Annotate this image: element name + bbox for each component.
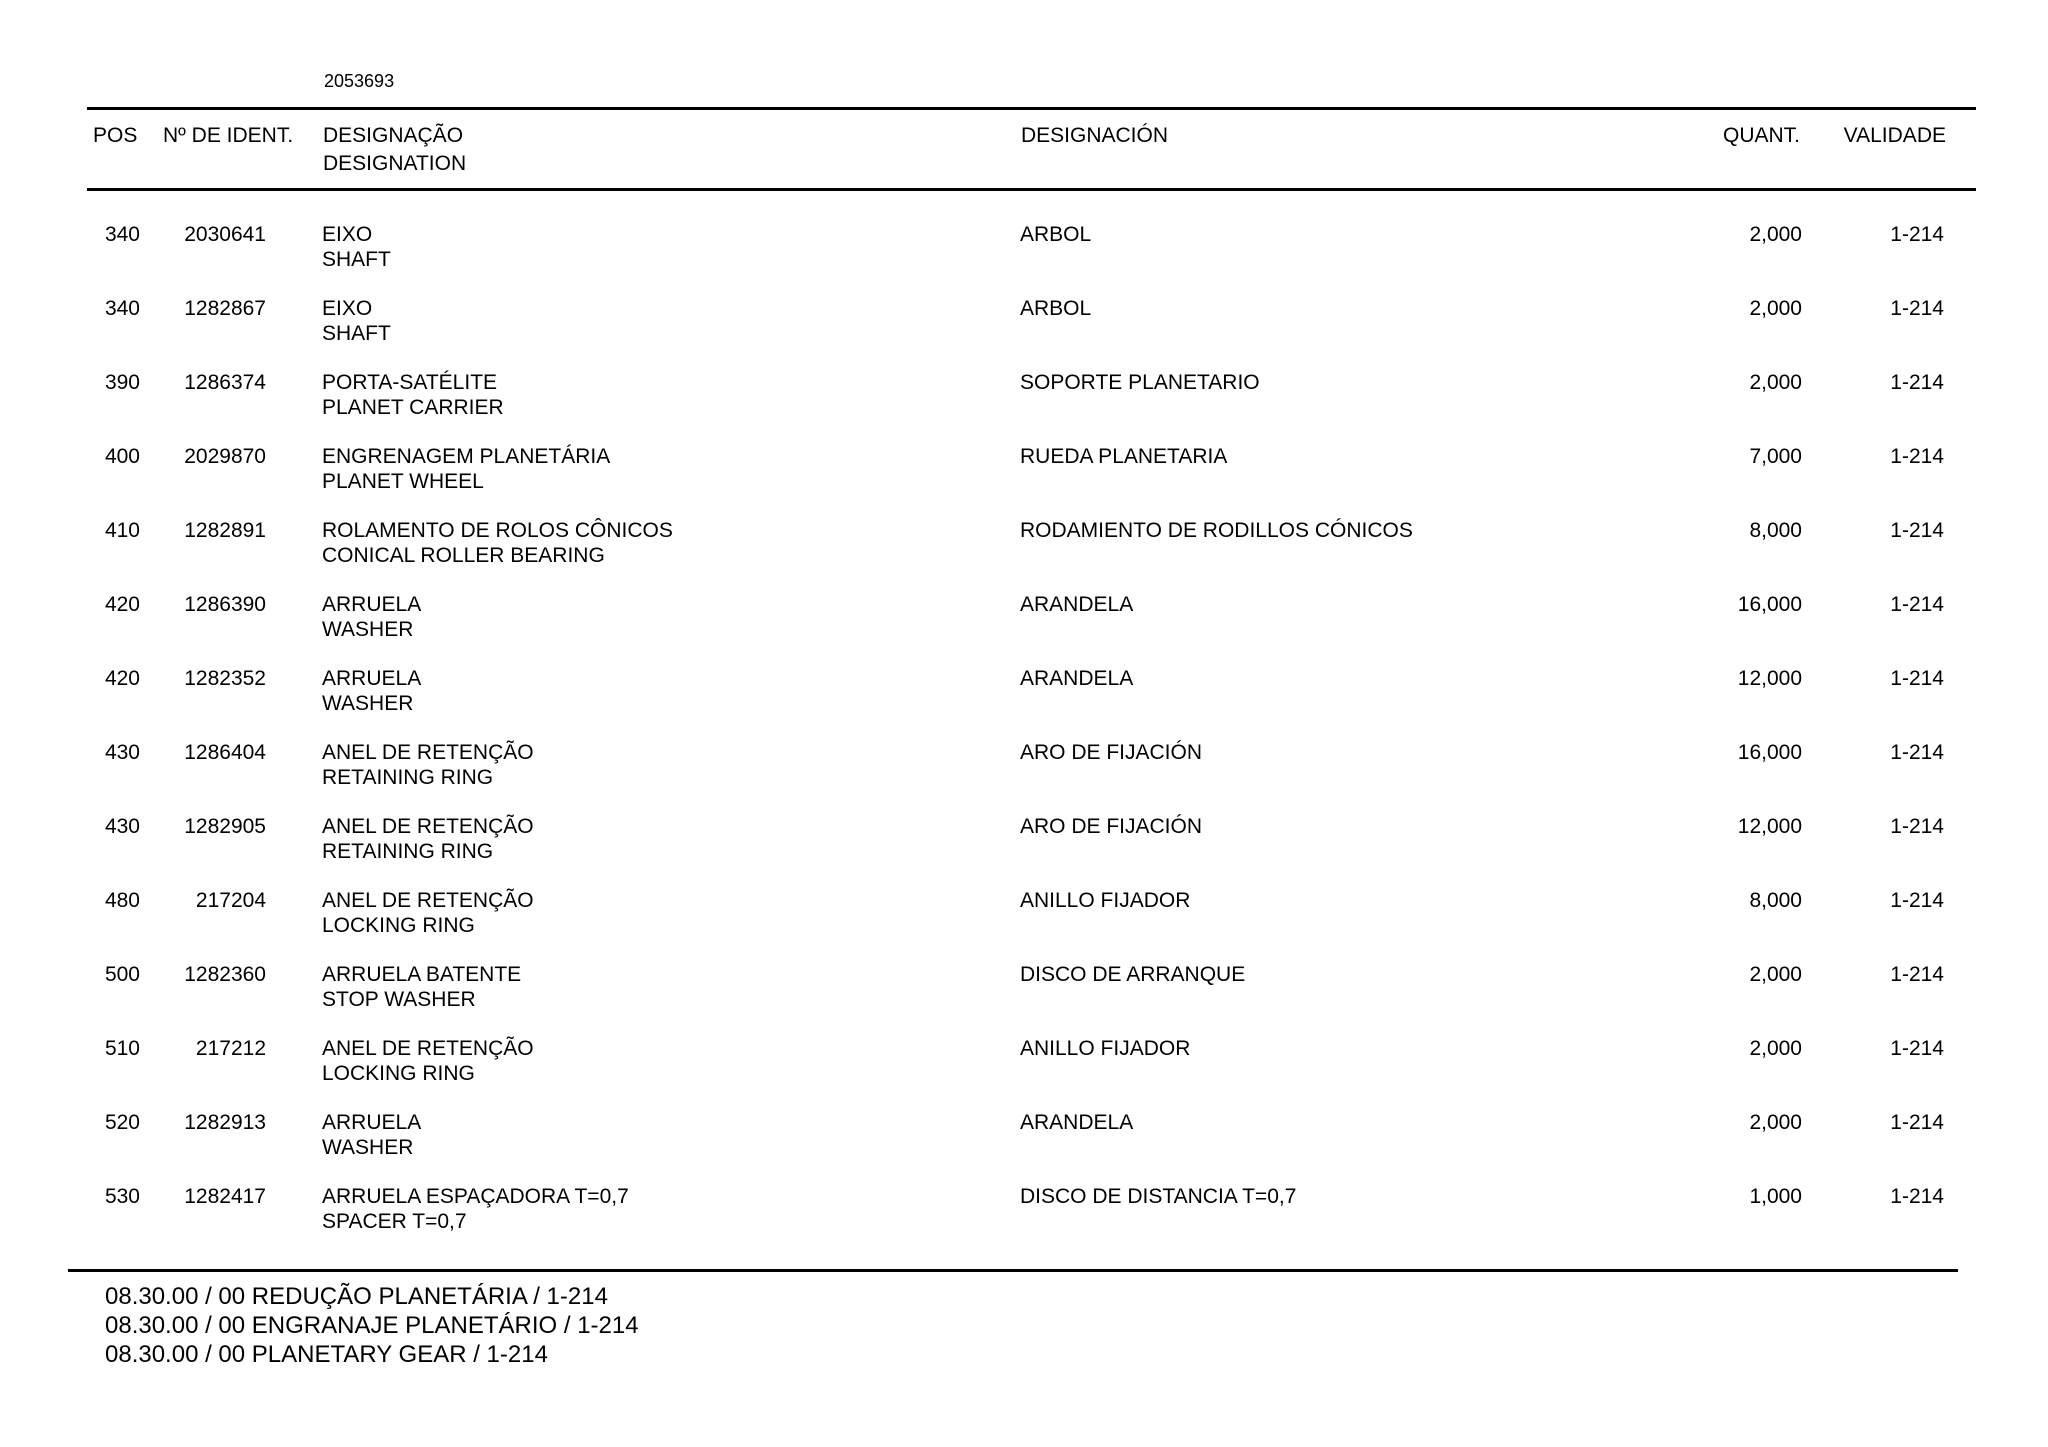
header-designation [323,122,466,178]
cell-designation [322,962,521,1012]
cell-quantity: 2,000 [1749,963,1802,986]
assembly-footer [105,1282,639,1369]
cell-quantity: 2,000 [1749,223,1802,246]
header-designation-pt: DESIGNAÇÃO [323,124,464,147]
cell-designation [322,888,534,938]
header-rule [87,188,1976,191]
cell-designation-es: ARBOL [1020,223,1092,246]
table-row [0,222,2048,296]
cell-designation-es: ARO DE FIJACIÓN [1020,815,1203,838]
table-row [0,888,2048,962]
cell-validity: 1-214 [1890,889,1944,912]
cell-quantity: 12,000 [1737,667,1802,690]
header-pos: POS [93,124,138,147]
cell-designation-pt: ANEL DE RETENÇÃO [322,889,534,912]
cell-validity: 1-214 [1890,519,1944,542]
cell-ident: 1286390 [184,593,266,616]
cell-designation-pt: ARRUELA [322,1111,422,1134]
cell-designation-pt: PORTA-SATÉLITE [322,371,498,394]
cell-designation-es: DISCO DE DISTANCIA T=0,7 [1020,1185,1297,1208]
cell-pos: 500 [104,963,140,986]
cell-quantity: 1,000 [1749,1185,1802,1208]
cell-designation-en: SHAFT [322,248,391,271]
cell-designation-es: DISCO DE ARRANQUE [1020,963,1246,986]
cell-designation-pt: ARRUELA ESPAÇADORA T=0,7 [322,1185,629,1208]
cell-validity: 1-214 [1890,667,1944,690]
cell-designation-es: ARANDELA [1020,667,1134,690]
cell-designation-es: RUEDA PLANETARIA [1020,445,1228,468]
cell-designation-pt: ENGRENAGEM PLANETÁRIA [322,445,611,468]
cell-quantity: 8,000 [1749,889,1802,912]
cell-quantity: 16,000 [1737,741,1802,764]
cell-quantity: 2,000 [1749,371,1802,394]
cell-designation [322,666,421,716]
cell-designation-en: PLANET CARRIER [322,396,504,419]
cell-validity: 1-214 [1890,815,1944,838]
cell-designation-es: ARANDELA [1020,1111,1134,1134]
header-ident: Nº DE IDENT. [163,124,294,147]
cell-quantity: 7,000 [1749,445,1802,468]
cell-pos: 400 [104,445,140,468]
cell-designation-es: ARBOL [1020,297,1092,320]
cell-validity: 1-214 [1890,1185,1944,1208]
cell-designation-en: PLANET WHEEL [322,470,484,493]
cell-designation-en: RETAINING RING [322,840,494,863]
cell-designation-pt: ARRUELA [322,667,422,690]
table-row [0,296,2048,370]
cell-quantity: 12,000 [1737,815,1802,838]
cell-designation [322,222,391,272]
cell-designation [322,296,391,346]
document-id: 2053693 [324,71,395,91]
cell-pos: 420 [104,593,140,616]
cell-designation [322,1110,421,1160]
cell-pos: 510 [104,1037,140,1060]
cell-designation-pt: ANEL DE RETENÇÃO [322,815,534,838]
cell-validity: 1-214 [1890,1111,1944,1134]
cell-designation-en: WASHER [322,1136,414,1159]
table-row [0,1110,2048,1184]
cell-designation-en: CONICAL ROLLER BEARING [322,544,605,567]
cell-designation-pt: ARRUELA BATENTE [322,963,522,986]
cell-designation-en: WASHER [322,618,414,641]
cell-designation-es: SOPORTE PLANETARIO [1020,371,1260,394]
table-row [0,814,2048,888]
top-rule [87,107,1976,110]
table-row [0,1036,2048,1110]
cell-pos: 340 [104,223,140,246]
header-quantity: QUANT. [1722,124,1800,147]
table-row [0,518,2048,592]
cell-designation [322,740,534,790]
table-row [0,370,2048,444]
table-row [0,666,2048,740]
cell-validity: 1-214 [1890,963,1944,986]
cell-designation [322,370,504,420]
cell-ident: 1282891 [184,519,266,542]
cell-designation-pt: ARRUELA [322,593,422,616]
cell-ident: 1282417 [184,1185,266,1208]
cell-designation-en: WASHER [322,692,414,715]
cell-validity: 1-214 [1890,445,1944,468]
cell-validity: 1-214 [1890,741,1944,764]
cell-designation-en: SHAFT [322,322,391,345]
cell-designation-pt: ANEL DE RETENÇÃO [322,741,534,764]
cell-pos: 530 [104,1185,140,1208]
cell-designation [322,1184,629,1234]
cell-pos: 340 [104,297,140,320]
cell-designation-es: ANILLO FIJADOR [1020,1037,1191,1060]
cell-designation-es: ANILLO FIJADOR [1020,889,1191,912]
table-row [0,1184,2048,1258]
cell-ident: 2029870 [184,445,266,468]
cell-designation-es: RODAMIENTO DE RODILLOS CÓNICOS [1020,519,1413,542]
cell-designation-en: LOCKING RING [322,914,475,937]
cell-designation-es: ARO DE FIJACIÓN [1020,741,1203,764]
cell-designation [322,814,534,864]
cell-pos: 430 [104,741,140,764]
header-designation-en: DESIGNATION [323,152,467,175]
footer-line-es: 08.30.00 / 00 ENGRANAJE PLANETÁRIO / 1-214 [105,1312,639,1339]
header-validity: VALIDADE [1843,124,1946,147]
parts-table-body [0,222,2048,1258]
cell-validity: 1-214 [1890,593,1944,616]
cell-designation-en: RETAINING RING [322,766,494,789]
cell-ident: 1286404 [184,741,266,764]
cell-pos: 480 [104,889,140,912]
table-row [0,962,2048,1036]
cell-designation [322,592,421,642]
cell-quantity: 2,000 [1749,1037,1802,1060]
table-row [0,592,2048,666]
table-row [0,444,2048,518]
cell-designation-pt: EIXO [322,223,373,246]
cell-designation-en: STOP WASHER [322,988,476,1011]
cell-ident: 1282913 [184,1111,266,1134]
cell-designation-pt: ROLAMENTO DE ROLOS CÔNICOS [322,519,673,542]
cell-pos: 420 [104,667,140,690]
cell-designation-es: ARANDELA [1020,593,1134,616]
footer-line-en: 08.30.00 / 00 PLANETARY GEAR / 1-214 [105,1341,548,1368]
cell-ident: 1282867 [184,297,266,320]
cell-ident: 1282905 [184,815,266,838]
cell-validity: 1-214 [1890,223,1944,246]
cell-quantity: 16,000 [1737,593,1802,616]
cell-designation-pt: ANEL DE RETENÇÃO [322,1037,534,1060]
cell-designation [322,518,673,568]
cell-validity: 1-214 [1890,1037,1944,1060]
cell-pos: 430 [104,815,140,838]
cell-quantity: 8,000 [1749,519,1802,542]
cell-designation [322,1036,534,1086]
cell-designation [322,444,610,494]
cell-ident: 217212 [195,1037,266,1060]
cell-designation-en: LOCKING RING [322,1062,475,1085]
cell-designation-pt: EIXO [322,297,373,320]
cell-validity: 1-214 [1890,297,1944,320]
cell-ident: 1282352 [184,667,266,690]
cell-quantity: 2,000 [1749,297,1802,320]
cell-pos: 390 [104,371,140,394]
footer-rule [68,1269,1958,1272]
cell-ident: 1282360 [184,963,266,986]
cell-validity: 1-214 [1890,371,1944,394]
table-row [0,740,2048,814]
cell-pos: 520 [104,1111,140,1134]
cell-pos: 410 [104,519,140,542]
cell-ident: 2030641 [184,223,266,246]
cell-designation-en: SPACER T=0,7 [322,1210,467,1233]
cell-quantity: 2,000 [1749,1111,1802,1134]
cell-ident: 1286374 [184,371,266,394]
footer-line-pt: 08.30.00 / 00 REDUÇÃO PLANETÁRIA / 1-214 [105,1283,608,1310]
header-designation-es: DESIGNACIÓN [1021,124,1169,147]
cell-ident: 217204 [195,889,266,912]
